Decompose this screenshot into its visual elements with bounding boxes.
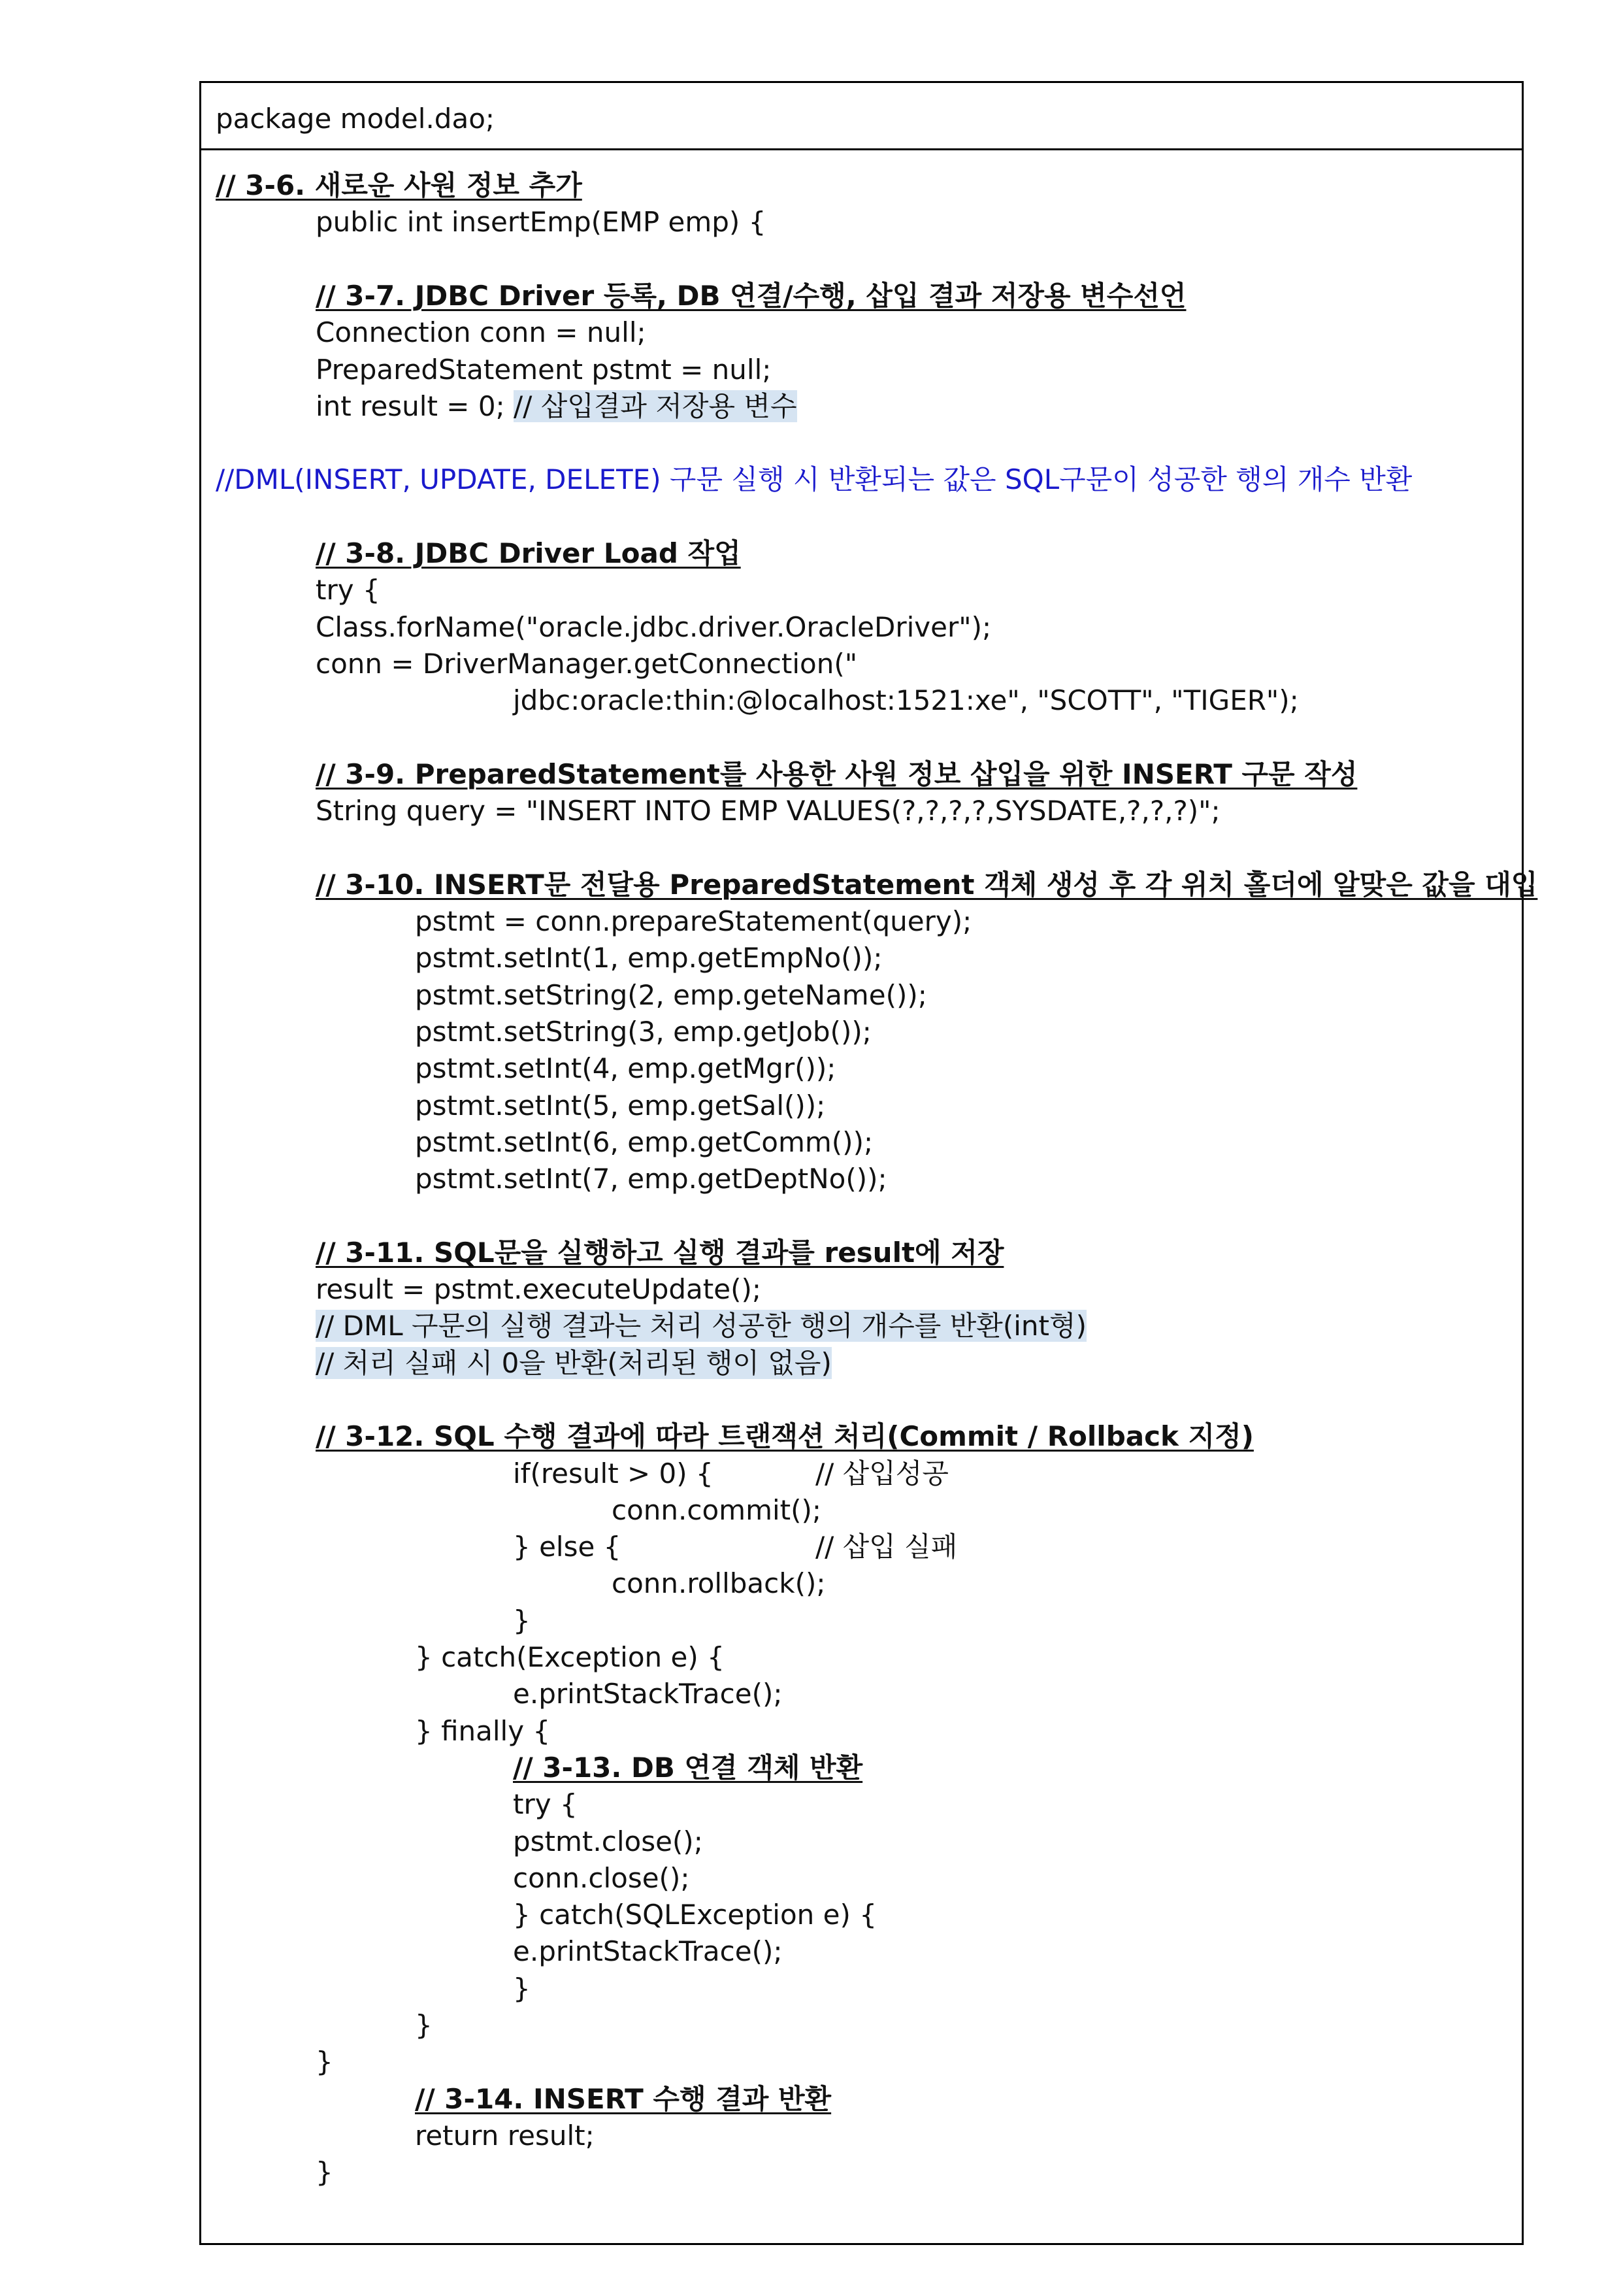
section-heading: // 3-6. 새로운 사원 정보 추가	[216, 169, 582, 201]
code-document-box	[199, 81, 1538, 2245]
code-line	[612, 1494, 821, 1527]
code-line	[415, 905, 972, 938]
code-line	[316, 1347, 832, 1380]
code-line	[513, 1678, 783, 1710]
code-text: jdbc:oracle:thin:@localhost:1521:xe", "SCOTT", "TIGER");	[513, 684, 1299, 716]
code-line	[316, 1310, 1087, 1342]
code-line	[513, 1972, 531, 2005]
code-text: pstmt.setString(2, emp.geteName());	[415, 979, 927, 1011]
code-line	[316, 2156, 333, 2189]
code-text: e.printStackTrace();	[513, 1935, 783, 1967]
code-line	[216, 169, 582, 202]
code-text: // DML 구문의 실행 결과는 처리 성공한 행의 개수를 반환(int형)	[316, 1310, 1087, 1342]
code-line	[415, 1641, 725, 1674]
code-line	[513, 1457, 713, 1490]
code-line	[612, 1567, 826, 1600]
code-line	[415, 1016, 872, 1048]
code-text: pstmt.setInt(4, emp.getMgr());	[415, 1052, 836, 1084]
code-line	[316, 280, 1186, 312]
code-line	[513, 1899, 877, 1931]
code-line	[316, 574, 380, 607]
code-line	[316, 1420, 1254, 1453]
code-text: pstmt = conn.prepareStatement(query);	[415, 905, 972, 937]
code-line	[513, 1935, 783, 1968]
code-text: conn = DriverManager.getConnection("	[316, 648, 858, 680]
code-line	[415, 2120, 595, 2152]
inline-comment: // 삽입 실패	[815, 1531, 958, 1563]
code-text: Connection conn = null;	[316, 316, 646, 348]
code-line	[316, 316, 646, 349]
code-text: } catch(Exception e) {	[415, 1641, 725, 1673]
code-line	[415, 1090, 825, 1122]
code-text: return result;	[415, 2120, 595, 2152]
section-heading: // 3-10. INSERT문 전달용 PreparedStatement 객체 생성 후 각 위치 홀더에 알맞은 값을 대입	[316, 869, 1538, 901]
code-text: }	[415, 2009, 433, 2041]
code-text: conn.rollback();	[612, 1567, 826, 1599]
section-heading: // 3-11. SQL문을 실행하고 실행 결과를 result에 저장	[316, 1237, 1004, 1269]
code-text: e.printStackTrace();	[513, 1678, 783, 1710]
section-heading: // 3-13. DB 연결 객체 반환	[513, 1752, 863, 1784]
code-text: int result = 0;	[316, 390, 514, 422]
section-heading: // 3-8. JDBC Driver Load 작업	[316, 537, 741, 569]
package-declaration: package model.dao;	[216, 103, 495, 135]
code-line	[513, 1862, 689, 1895]
code-text: }	[316, 2046, 333, 2078]
code-line	[216, 463, 1412, 496]
code-text: } else {	[513, 1531, 621, 1563]
code-text: }	[316, 2156, 333, 2188]
code-line	[316, 869, 1537, 901]
code-line	[415, 1715, 550, 1748]
code-text: conn.commit();	[612, 1494, 822, 1526]
code-text: pstmt.setInt(5, emp.getSal());	[415, 1090, 826, 1122]
code-text: pstmt.close();	[513, 1825, 703, 1857]
code-line	[415, 942, 882, 974]
section-heading: // 3-14. INSERT 수행 결과 반환	[415, 2083, 832, 2115]
code-body	[201, 83, 1538, 2243]
code-text: // 처리 실패 시 0을 반환(처리된 행이 없음)	[316, 1347, 832, 1379]
code-line	[415, 979, 927, 1012]
code-text: pstmt.setInt(6, emp.getComm());	[415, 1126, 874, 1158]
code-text: try {	[316, 574, 380, 606]
code-line	[513, 684, 1299, 717]
code-line	[316, 611, 991, 644]
code-line	[415, 2083, 831, 2116]
section-heading: // 3-12. SQL 수행 결과에 따라 트랜잭션 처리(Commit / Rollback 지정)	[316, 1420, 1254, 1452]
code-text: pstmt.setInt(1, emp.getEmpNo());	[415, 942, 883, 974]
code-line	[513, 1531, 621, 1563]
dml-note: //DML(INSERT, UPDATE, DELETE) 구문 실행 시 반환되는 값은 SQL구문이 성공한 행의 개수 반환	[216, 463, 1413, 495]
code-text: } finally {	[415, 1715, 551, 1747]
code-text: }	[513, 1605, 531, 1637]
code-line	[316, 795, 1221, 827]
code-text: } catch(SQLException e) {	[513, 1899, 877, 1931]
code-line	[316, 758, 1357, 791]
code-line	[316, 354, 771, 386]
code-text: String query = "INSERT INTO EMP VALUES(?,?,?,?,SYSDATE,?,?,?)";	[316, 795, 1221, 827]
code-line	[316, 1237, 1004, 1269]
code-line	[513, 1825, 703, 1858]
section-heading: // 3-9. PreparedStatement를 사용한 사원 정보 삽입을 위한 INSERT 구문 작성	[316, 758, 1358, 790]
code-text: try {	[513, 1788, 578, 1820]
code-line	[415, 1052, 836, 1085]
code-text: pstmt.setInt(7, emp.getDeptNo());	[415, 1163, 887, 1195]
code-text: }	[513, 1972, 531, 2005]
code-text: public int insertEmp(EMP emp) {	[316, 206, 766, 238]
code-text: conn.close();	[513, 1862, 690, 1894]
code-text: Class.forName("oracle.jdbc.driver.OracleDriver");	[316, 611, 992, 643]
code-line	[513, 1605, 531, 1637]
section-heading: // 3-7. JDBC Driver 등록, DB 연결/수행, 삽입 결과 저장용 변수선언	[316, 280, 1187, 312]
code-line	[316, 2046, 333, 2078]
inline-comment: // 삽입결과 저장용 변수	[514, 390, 797, 422]
code-line	[415, 2009, 433, 2042]
code-line	[415, 1163, 887, 1195]
code-line	[415, 1126, 873, 1159]
code-text: result = pstmt.executeUpdate();	[316, 1273, 762, 1305]
inline-comment: // 삽입성공	[815, 1457, 949, 1489]
code-line	[316, 390, 797, 423]
code-line	[316, 206, 766, 239]
code-line	[316, 1273, 761, 1306]
code-line	[513, 1788, 578, 1821]
code-line	[316, 648, 857, 680]
code-text: pstmt.setString(3, emp.getJob());	[415, 1016, 872, 1048]
code-line	[316, 537, 741, 570]
code-line	[513, 1752, 862, 1784]
code-text: if(result > 0) {	[513, 1457, 713, 1489]
code-text: PreparedStatement pstmt = null;	[316, 354, 772, 386]
